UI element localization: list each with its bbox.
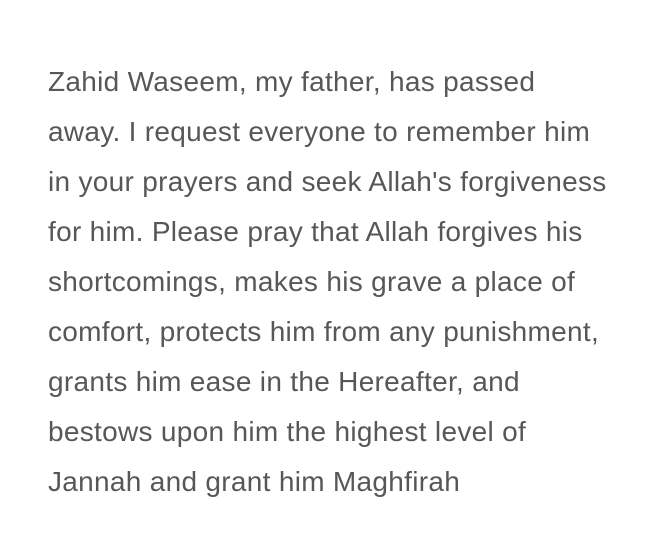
post-text-line: in your prayers and seek Allah's forgiveness [48,166,607,197]
post-text-line: Jannah and grant him Maghfirah [48,466,461,497]
post-text-line: grants him ease in the Hereafter, and [48,366,520,397]
post-text-line: away. I request everyone to remember him [48,116,591,147]
post-text-line: shortcomings, makes his grave a place of [48,266,576,297]
post-text-line: Zahid Waseem, my father, has passed [48,66,536,97]
post-text-line: for him. Please pray that Allah forgives his [48,216,583,247]
post-text-line: comfort, protects him from any punishment, [48,316,600,347]
post-body-text [48,57,628,507]
post-text-line: bestows upon him the highest level of [48,416,527,447]
